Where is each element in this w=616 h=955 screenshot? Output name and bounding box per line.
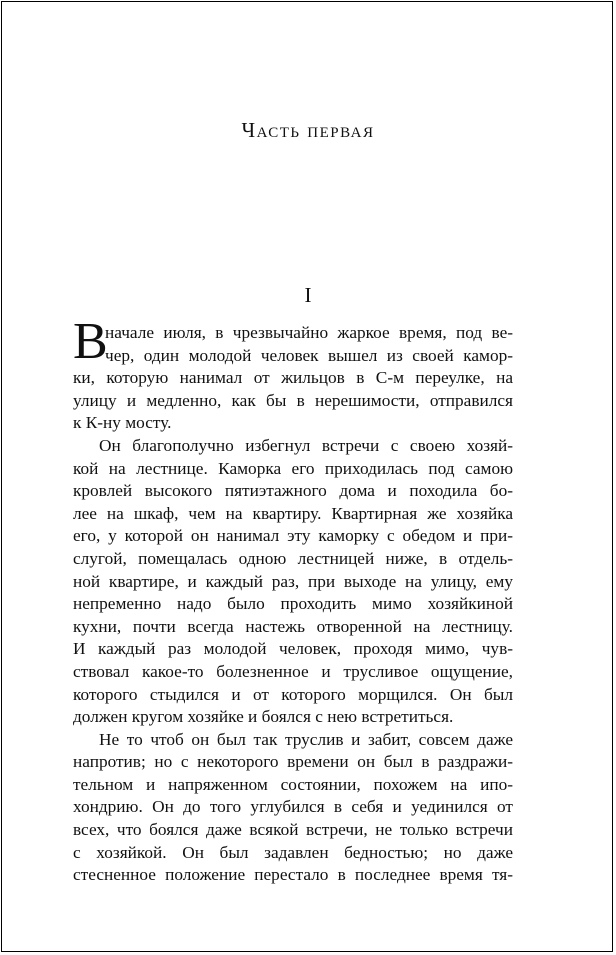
text-line: тельном и напряженном состоянии, похожем на ипо- <box>73 774 513 794</box>
part-title: Часть первая <box>241 118 375 142</box>
text-line: кровлей высокого пятиэтажного дома и походила бо- <box>73 481 513 501</box>
text-line: напротив; но с некоторого времени он был в раздражи- <box>73 752 513 772</box>
text-line: его, у которой он нанимал эту каморку с обедом и при- <box>73 526 513 546</box>
drop-cap: В <box>73 313 108 370</box>
text-line: должен кругом хозяйке и боялся с нею встретиться. <box>73 707 454 727</box>
text-line: Он благополучно избегнул встречи с своею хозяй- <box>99 435 513 455</box>
body-text <box>73 313 513 887</box>
text-line: к К-ну мосту. <box>73 413 172 433</box>
text-line: которого стыдился и от которого морщился. Он был <box>73 684 513 704</box>
text-line: всех, что боялся даже всякой встречи, не только встречи <box>73 820 513 840</box>
chapter-number: I <box>304 283 312 307</box>
text-line: И каждый раз молодой человек, проходя мимо, чув- <box>73 639 513 659</box>
text-line: лее на шкаф, чем на квартиру. Квартирная же хозяйка <box>73 503 513 523</box>
text-line: улицу и медленно, как бы в нерешимости, отправился <box>73 390 513 410</box>
text-line: с хозяйкой. Он был задавлен бедностью; но даже <box>73 842 513 862</box>
text-line: ной квартире, и каждый раз, при выходе на улицу, ему <box>73 571 513 591</box>
paragraph <box>73 729 513 887</box>
text-line: непременно надо было проходить мимо хозяйкиной <box>73 594 513 614</box>
paragraph <box>73 313 513 435</box>
text-line: Не то чтоб он был так труслив и забит, совсем даже <box>99 729 513 749</box>
text-line: кухни, почти всегда настежь отворенной на лестницу. <box>73 616 513 636</box>
text-line: ки, которую нанимал от жильцов в С-м переулке, на <box>73 368 513 388</box>
text-line: слугой, помещалась одною лестницей ниже, в отдель- <box>73 548 513 568</box>
text-line: хондрию. Он до того углубился в себя и уединился от <box>73 797 513 817</box>
text-line: кой на лестнице. Каморка его приходилась под самою <box>73 458 513 478</box>
text-line: стесненное положение перестало в последнее время тя- <box>73 865 513 885</box>
line-text: начале июля, в чрезвычайно жаркое время, под ве- <box>105 323 513 342</box>
paragraph <box>73 435 513 729</box>
text-line: ствовал какое-то болезненное и трусливое ощущение, <box>73 661 513 681</box>
text-line: чер, один молодой человек вышел из своей камор- <box>105 345 513 365</box>
